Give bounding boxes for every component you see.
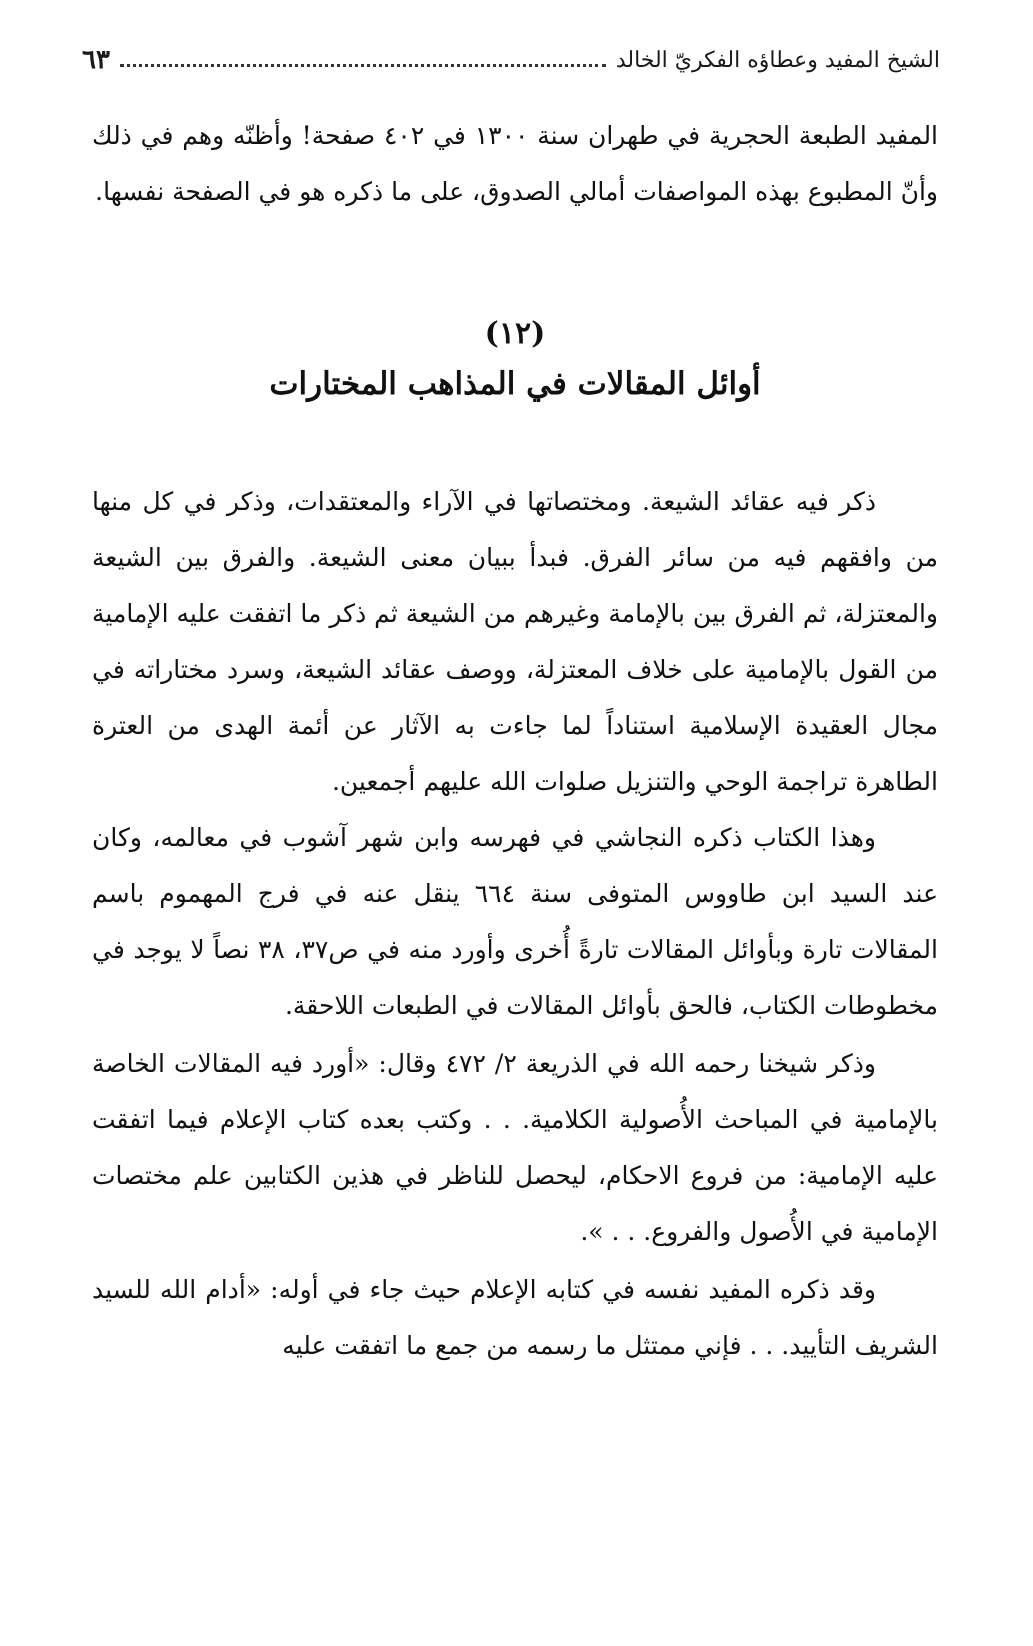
running-title: الشيخ المفيد وعطاؤه الفكريّ الخالد: [615, 47, 940, 73]
intro-paragraph-block: [92, 108, 938, 220]
body-text: [92, 474, 938, 1374]
paragraph-description: ذكر فيه عقائد الشيعة. ومختصاتها في الآراء والمعتقدات، وذكر في كل منها من وافقهم فيه من سائر الفرق. فبدأ ببيان معنى الشيعة. والفرق بين الشيعة والمعتزلة، ثم الفرق بين بالإمامة وغيرهم من الشيعة ثم ذكر ما اتفقت عليه الإمامية من القول بالإمامية على خلاف المعتزلة، ووصف عقائد الشيعة، وسرد مختاراته في مجال العقيدة الإسلامية استناداً لما جاءت به الآثار عن أئمة الهدى من العترة الطاهرة تراجمة الوحي والتنزيل صلوات الله عليهم أجمعين.: [92, 487, 938, 796]
section-title: أوائل المقالات في المذاهب المختارات: [269, 366, 761, 402]
running-header: [82, 40, 940, 80]
dot-leader: [120, 54, 606, 67]
section-number: (١٢): [484, 316, 546, 351]
paragraph-ilam-quote: وقد ذكره المفيد نفسه في كتابه الإعلام حيث جاء في أوله: «أدام الله للسيد الشريف التأييد. . . فإني ممتثل ما رسمه من جمع ما اتفقت عليه: [92, 1275, 938, 1360]
paragraph-dharia-quote: وذكر شيخنا رحمه الله في الذريعة ٢/ ٤٧٢ وقال: «أورد فيه المقالات الخاصة بالإمامية في المباحث الأُصولية الكلامية. . . وكتب بعده كتاب الإعلام فيما اتفقت عليه الإمامية: من فروع الاحكام، ليحصل للناظر في هذين الكتابين علم مختصات الإمامية في الأُصول والفروع. . . ».: [92, 1049, 938, 1246]
page-number: ٦٣: [82, 45, 110, 75]
intro-paragraph: المفيد الطبعة الحجرية في طهران سنة ١٣٠٠ في ٤٠٢ صفحة! وأظنّه وهم في ذلك وأنّ المطبوع بهذه المواصفات أمالي الصدوق، على ما ذكره هو في الصفحة نفسها.: [92, 121, 939, 206]
paragraph-sources: وهذا الكتاب ذكره النجاشي في فهرسه وابن شهر آشوب في معالمه، وكان عند السيد ابن طاووس المتوفى سنة ٦٦٤ ينقل عنه في فرج المهموم باسم المقالات تارة وبأوائل المقالات تارةً أُخرى وأورد منه في ص٣٧، ٣٨ نصاً لا يوجد في مخطوطات الكتاب، فالحق بأوائل المقالات في الطبعات اللاحقة.: [92, 823, 938, 1020]
